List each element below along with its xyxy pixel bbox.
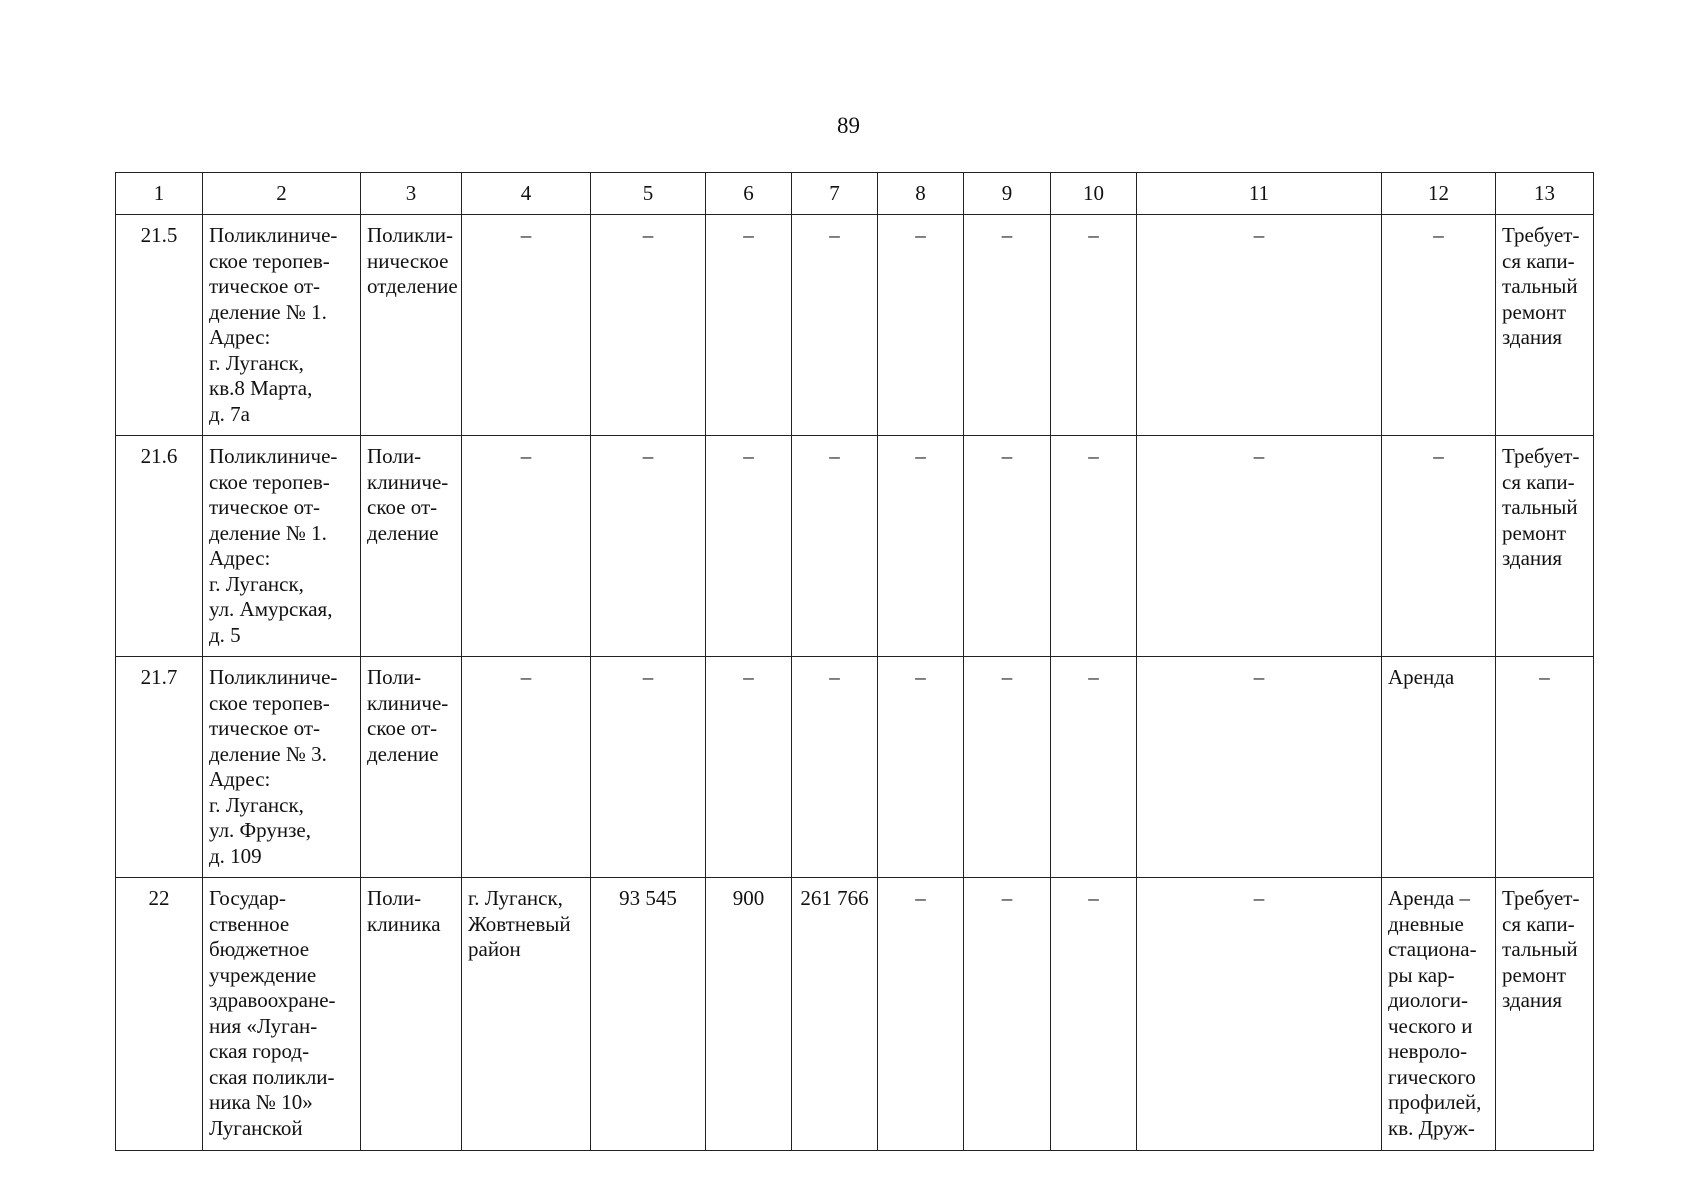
location-cell: – (462, 657, 591, 878)
column-7-cell: 261 766 (792, 878, 878, 1151)
column-6-cell: – (706, 215, 792, 436)
column-11-cell: – (1137, 436, 1382, 657)
column-6-cell: – (706, 657, 792, 878)
table-row (116, 657, 1594, 878)
column-5-cell: – (591, 215, 706, 436)
data-table (115, 172, 1594, 1151)
column-7-cell: – (792, 436, 878, 657)
page-number: 89 (837, 113, 860, 138)
column-5-cell: – (591, 436, 706, 657)
row-number: 22 (116, 878, 203, 1151)
column-header: 7 (792, 173, 878, 215)
column-9-cell: – (964, 657, 1051, 878)
column-header: 12 (1382, 173, 1496, 215)
column-10-cell: – (1051, 657, 1137, 878)
column-12-cell: – (1382, 436, 1496, 657)
column-8-cell: – (878, 215, 964, 436)
column-header: 5 (591, 173, 706, 215)
column-12-cell: Аренда – дневные стациона- ры кар- диологи- ческого и невроло- гического профилей, кв. Друж- (1382, 878, 1496, 1151)
type-cell: Поликли- ническое отделение (361, 215, 462, 436)
column-8-cell: – (878, 436, 964, 657)
institution-cell: Поликлиниче- ское теропев- тическое от- деление № 1. Адрес: г. Луганск, кв.8 Марта, д. 7а (203, 215, 361, 436)
column-header: 13 (1496, 173, 1594, 215)
column-header: 2 (203, 173, 361, 215)
column-5-cell: 93 545 (591, 878, 706, 1151)
column-11-cell: – (1137, 657, 1382, 878)
column-header: 10 (1051, 173, 1137, 215)
notes-cell: Требует- ся капи- тальный ремонт здания (1496, 436, 1594, 657)
column-8-cell: – (878, 657, 964, 878)
column-6-cell: – (706, 436, 792, 657)
column-header: 1 (116, 173, 203, 215)
column-11-cell: – (1137, 215, 1382, 436)
column-header: 4 (462, 173, 591, 215)
column-header: 9 (964, 173, 1051, 215)
column-10-cell: – (1051, 215, 1137, 436)
row-number: 21.5 (116, 215, 203, 436)
column-7-cell: – (792, 657, 878, 878)
institution-cell: Поликлиниче- ское теропев- тическое от- деление № 1. Адрес: г. Луганск, ул. Амурская, д. 5 (203, 436, 361, 657)
notes-cell: – (1496, 657, 1594, 878)
column-7-cell: – (792, 215, 878, 436)
column-9-cell: – (964, 878, 1051, 1151)
column-header: 3 (361, 173, 462, 215)
column-9-cell: – (964, 215, 1051, 436)
column-11-cell: – (1137, 878, 1382, 1151)
notes-cell: Требует- ся капи- тальный ремонт здания (1496, 878, 1594, 1151)
location-cell: – (462, 436, 591, 657)
table-header-row (116, 173, 1594, 215)
row-number: 21.7 (116, 657, 203, 878)
table-row (116, 878, 1594, 1151)
row-number: 21.6 (116, 436, 203, 657)
table-row (116, 436, 1594, 657)
column-12-cell: Аренда (1382, 657, 1496, 878)
column-header: 8 (878, 173, 964, 215)
type-cell: Поли- клиника (361, 878, 462, 1151)
column-6-cell: 900 (706, 878, 792, 1151)
notes-cell: Требует- ся капи- тальный ремонт здания (1496, 215, 1594, 436)
institution-cell: Государ- ственное бюджетное учреждение здравоохране- ния «Луган- ская город- ская поликли- ника № 10» Луганской (203, 878, 361, 1151)
institution-cell: Поликлиниче- ское теропев- тическое от- деление № 3. Адрес: г. Луганск, ул. Фрунзе, д. 109 (203, 657, 361, 878)
column-8-cell: – (878, 878, 964, 1151)
column-10-cell: – (1051, 878, 1137, 1151)
column-header: 6 (706, 173, 792, 215)
location-cell: – (462, 215, 591, 436)
location-cell: г. Луганск, Жовтневый район (462, 878, 591, 1151)
table-row (116, 215, 1594, 436)
column-10-cell: – (1051, 436, 1137, 657)
column-9-cell: – (964, 436, 1051, 657)
column-header: 11 (1137, 173, 1382, 215)
type-cell: Поли- клиниче- ское от- деление (361, 436, 462, 657)
type-cell: Поли- клиниче- ское от- деление (361, 657, 462, 878)
column-5-cell: – (591, 657, 706, 878)
column-12-cell: – (1382, 215, 1496, 436)
